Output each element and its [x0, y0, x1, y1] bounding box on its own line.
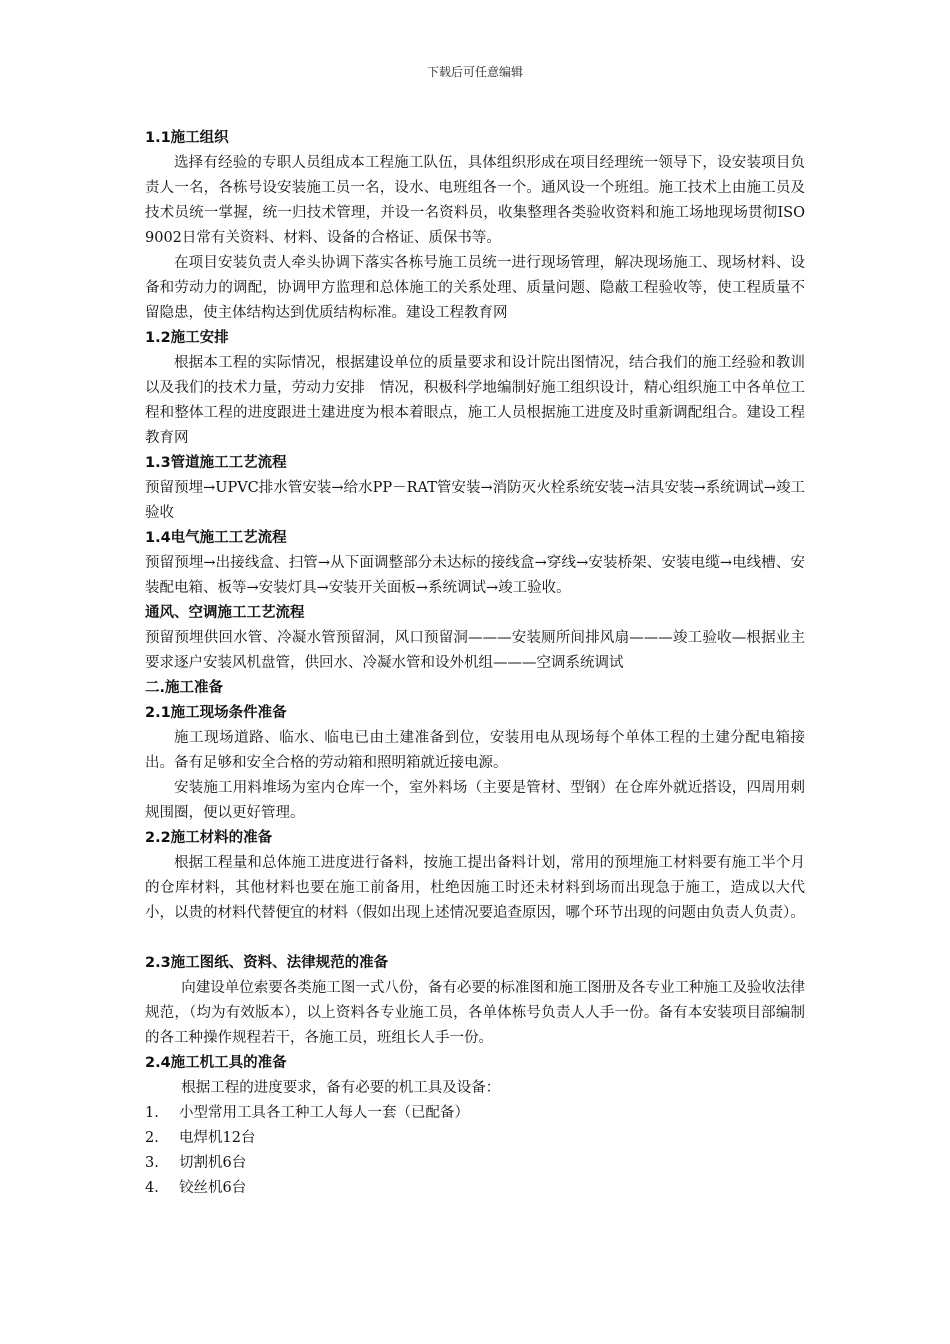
paragraph: 预留预埋供回水管、冷凝水管预留洞，风口预留洞———安装厕所间排风扇———竣工验收—根据业主要求逐户安装风机盘管，供回水、冷凝水管和设外机组———空调系统调试	[145, 630, 805, 671]
section-heading-2-4: 2.4施工机工具的准备	[145, 1055, 287, 1071]
section-heading-2-1: 2.1施工现场条件准备	[145, 705, 287, 721]
paragraph: 在项目安装负责人牵头协调下落实各栋号施工员统一进行现场管理，解决现场施工、现场材料、设备和劳动力的调配，协调甲方监理和总体施工的关系处理、质量问题、隐蔽工程验收等，使工程质量不留隐患，使主体结构达到优质结构标准。建设工程教育网	[145, 255, 805, 321]
paragraph: 安装施工用料堆场为室内仓库一个，室外料场（主要是管材、型钢）在仓库外就近搭设，四周用刺规围圈，便以更好管理。	[145, 780, 805, 821]
list-item	[145, 1176, 805, 1201]
paragraph: 根据本工程的实际情况，根据建设单位的质量要求和设计院出图情况，结合我们的施工经验和教训以及我们的技术力量，劳动力安排 情况，积极科学地编制好施工组织设计，精心组织施工中各单位工程和整体工程的进度跟进土建进度为根本着眼点，施工人员根据施工进度及时重新调配组合。建设工程教育网	[145, 355, 805, 446]
paragraph: 选择有经验的专职人员组成本工程施工队伍，具体组织形成在项目经理统一领导下，设安装项目负责人一名，各栋号设安装施工员一名，设水、电班组各一个。通风设一个班组。施工技术上由施工员及技术员统一掌握，统一归技术管理，并设一名资料员，收集整理各类验收资料和施工场地现场贯彻ISO9002日常有关资料、材料、设备的合格证、质保书等。	[145, 155, 805, 246]
list-text: 电焊机12台	[179, 1130, 256, 1146]
paragraph: 向建设单位索要各类施工图一式八份，备有必要的标准图和施工图册及各专业工种施工及验收法律规范，（均为有效版本），以上资料各专业施工员，各单体栋号负责人人手一份。备有本安装项目部编制的各工种操作规程若干，各施工员，班组长人手一份。	[145, 980, 805, 1046]
section-heading-1-2: 1.2施工安排	[145, 330, 229, 346]
section-heading-hvac: 通风、空调施工工艺流程	[145, 605, 305, 621]
list-number: 4.	[145, 1180, 159, 1196]
paragraph: 施工现场道路、临水、临电已由土建准备到位，安装用电从现场每个单体工程的土建分配电箱接出。备有足够和安全合格的劳动箱和照明箱就近接电源。	[145, 730, 805, 771]
list-number: 2.	[145, 1130, 159, 1146]
paragraph: 预留预埋→UPVC排水管安装→给水PP－RAT管安装→消防灭火栓系统安装→洁具安装→系统调试→竣工验收	[145, 480, 805, 521]
paragraph: 根据工程量和总体施工进度进行备料，按施工提出备料计划，常用的预埋施工材料要有施工半个月的仓库材料，其他材料也要在施工前备用，杜绝因施工时还未材料到场而出现急于施工，造成以大代小，以贵的材料代替便宜的材料（假如出现上述情况要追查原因，哪个环节出现的问题由负责人负责）。	[145, 855, 805, 921]
section-heading-1-4: 1.4电气施工工艺流程	[145, 530, 287, 546]
list-text: 铰丝机6台	[179, 1180, 247, 1196]
list-item	[145, 1151, 805, 1176]
list-item	[145, 1101, 805, 1126]
list-text: 小型常用工具各工种工人每人一套（已配备）	[179, 1105, 469, 1121]
section-heading-2: 二.施工准备	[145, 680, 224, 696]
page-header: 下载后可任意编辑	[426, 65, 523, 79]
section-heading-2-2: 2.2施工材料的准备	[145, 830, 273, 846]
paragraph: 预留预埋→出接线盒、扫管→从下面调整部分未达标的接线盒→穿线→安装桥架、安装电缆→电线槽、安装配电箱、板等→安装灯具→安装开关面板→系统调试→竣工验收。	[145, 555, 805, 596]
list-number: 1.	[145, 1105, 159, 1121]
blank-line	[145, 926, 805, 951]
section-heading-1-1: 1.1施工组织	[145, 130, 229, 146]
paragraph: 根据工程的进度要求，备有必要的机工具及设备：	[181, 1080, 501, 1096]
list-item	[145, 1126, 805, 1151]
list-text: 切割机6台	[179, 1155, 247, 1171]
section-heading-2-3: 2.3施工图纸、资料、法律规范的准备	[145, 955, 389, 971]
list-number: 3.	[145, 1155, 159, 1171]
section-heading-1-3: 1.3管道施工工艺流程	[145, 455, 287, 471]
document-body	[145, 126, 805, 1201]
